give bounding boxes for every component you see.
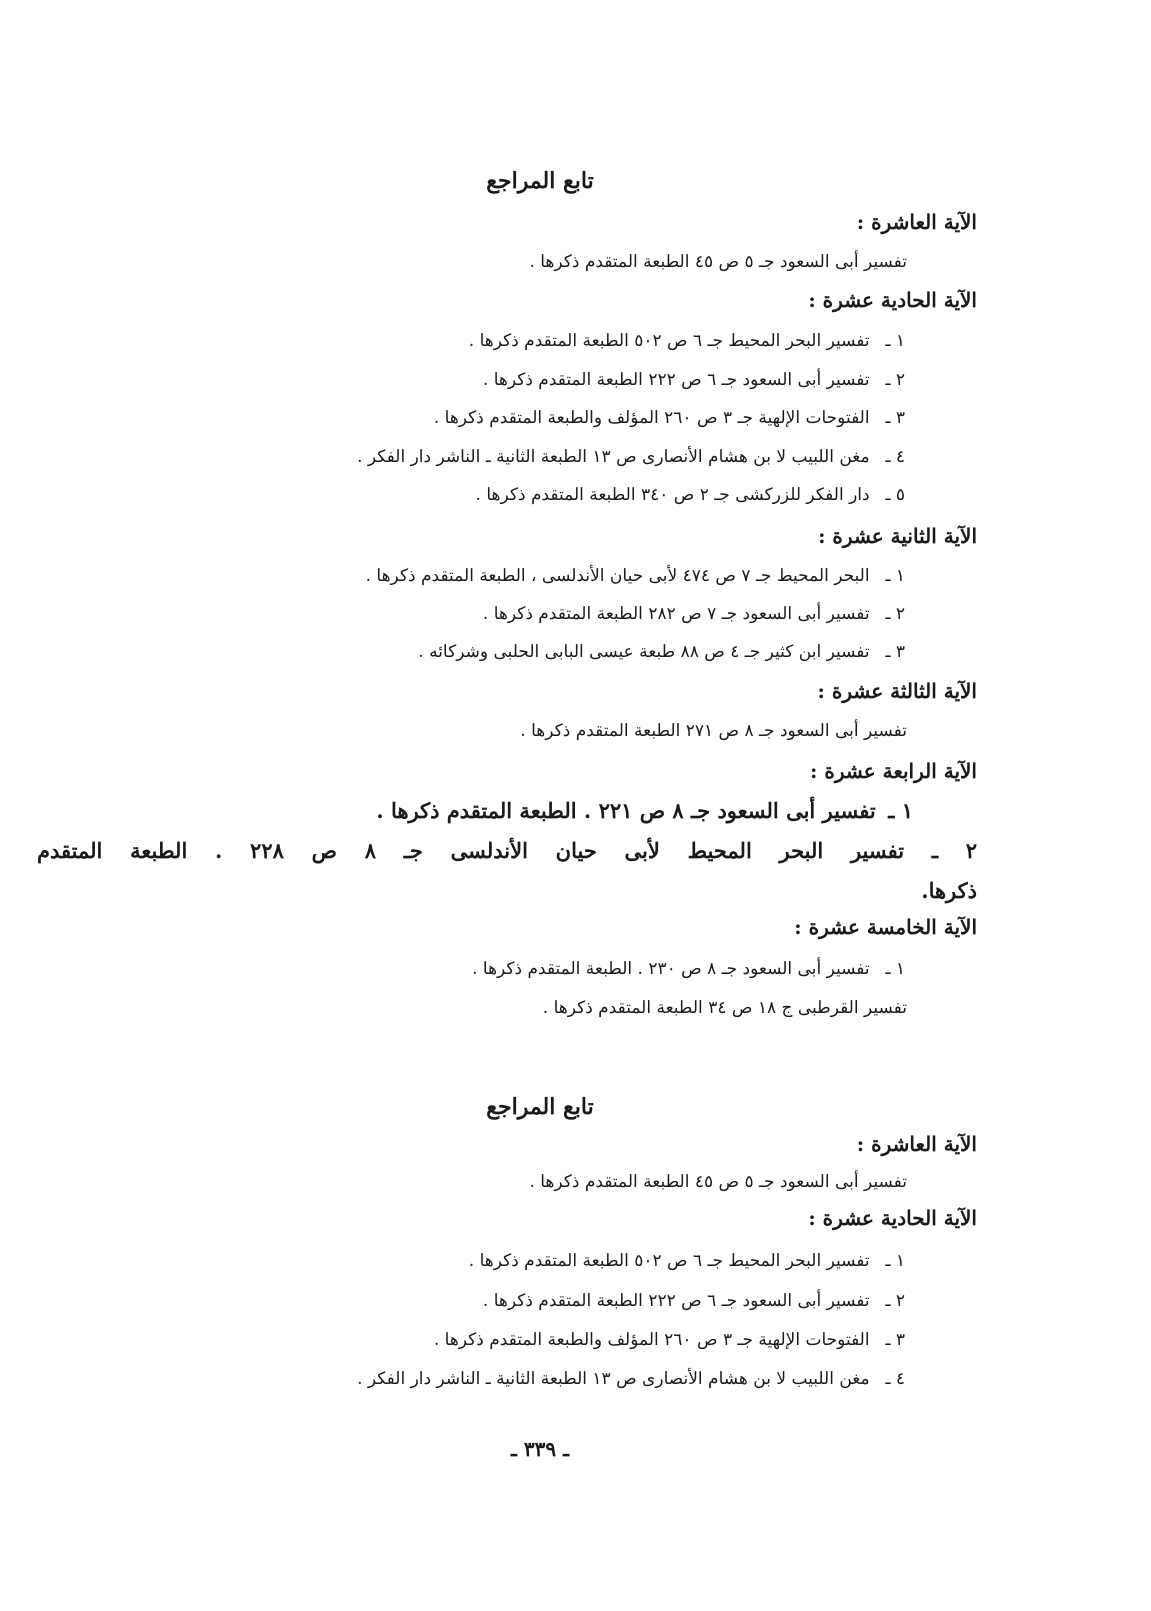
reference-item (25, 638, 905, 666)
item-number: ١ ـ (885, 331, 905, 351)
heading-verse-15: الآية الخامسة عشرة : (794, 915, 977, 939)
item-number: ٢ ـ (931, 838, 977, 863)
page-number: ـ ٣٣٩ ـ (511, 1437, 569, 1461)
reference-item (25, 366, 905, 394)
reference-item (37, 837, 977, 865)
item-text: تفسير البحر المحيط جـ ٦ ص ٥٠٢ الطبعة المتقدم ذكرها . (468, 331, 870, 351)
item-text: تفسير أبى السعود جـ ٨ ص ٢٣٠ . الطبعة المتقدم ذكرها . (472, 959, 870, 979)
item-text: تفسير البحر المحيط جـ ٦ ص ٥٠٢ الطبعة المتقدم ذكرها . (468, 1251, 870, 1271)
item-text: تفسير أبى السعود جـ ٦ ص ٢٢٢ الطبعة المتقدم ذكرها . (482, 1291, 870, 1311)
reference-line: تفسير القرطبى ج ١٨ ص ٣٤ الطبعة المتقدم ذكرها . (542, 998, 907, 1018)
item-number: ٥ ـ (885, 485, 905, 505)
heading-verse-10: الآية العاشرة : (856, 1132, 977, 1156)
reference-line: تفسير أبى السعود جـ ٥ ص ٤٥ الطبعة المتقدم ذكرها . (529, 1172, 907, 1192)
reference-item (25, 404, 905, 432)
item-number: ٣ ـ (885, 1330, 905, 1350)
heading-verse-13: الآية الثالثة عشرة : (817, 679, 977, 703)
item-number: ٤ ـ (885, 1369, 905, 1389)
reference-item (25, 562, 905, 590)
reference-item (25, 1287, 905, 1315)
item-number: ٤ ـ (885, 447, 905, 467)
heading-verse-12: الآية الثانية عشرة : (818, 524, 977, 548)
reference-item (25, 600, 905, 628)
reference-item (25, 955, 905, 983)
item-number: ٢ ـ (885, 1291, 905, 1311)
item-text: تفسير البحر المحيط لأبى حيان الأندلسى جـ ٨ ص ٢٢٨ . الطبعة المتقدم (37, 838, 905, 863)
item-number: ٢ ـ (885, 604, 905, 624)
reference-item (25, 1365, 905, 1393)
item-text: مغن اللبيب لا بن هشام الأنصارى ص ١٣ الطبعة الثانية ـ الناشر دار الفكر . (357, 1369, 870, 1389)
item-text: مغن اللبيب لا بن هشام الأنصارى ص ١٣ الطبعة الثانية ـ الناشر دار الفكر . (357, 447, 870, 467)
reference-item (25, 1326, 905, 1354)
item-number: ١ ـ (885, 1251, 905, 1271)
reference-item (25, 443, 905, 471)
item-text: تفسير أبى السعود جـ ٨ ص ٢٢١ . الطبعة المتقدم ذكرها . (376, 798, 876, 823)
item-text: تفسير أبى السعود جـ ٧ ص ٢٨٢ الطبعة المتقدم ذكرها . (482, 604, 870, 624)
reference-item (25, 327, 905, 355)
item-number: ١ ـ (885, 959, 905, 979)
item-text: تفسير ابن كثير جـ ٤ ص ٨٨ طبعة عيسى البابى الحلبى وشركائه . (418, 642, 870, 662)
heading-verse-10: الآية العاشرة : (856, 210, 977, 234)
item-number: ١ ـ (885, 566, 905, 586)
item-number: ٢ ـ (885, 370, 905, 390)
item-text: تفسير أبى السعود جـ ٦ ص ٢٢٢ الطبعة المتقدم ذكرها . (482, 370, 870, 390)
reference-item (25, 481, 905, 509)
reference-continuation: ذكرها. (921, 878, 977, 903)
section-title: تابع المراجع (486, 168, 594, 194)
reference-item (25, 1247, 905, 1275)
item-number: ٣ ـ (885, 408, 905, 428)
item-number: ١ ـ (888, 798, 913, 823)
heading-verse-14: الآية الرابعة عشرة : (810, 759, 977, 783)
item-number: ٣ ـ (885, 642, 905, 662)
section-title: تابع المراجع (486, 1094, 594, 1120)
reference-item (33, 797, 913, 825)
item-text: دار الفكر للزركشى جـ ٢ ص ٣٤٠ الطبعة المتقدم ذكرها . (475, 485, 870, 505)
reference-line: تفسير أبى السعود جـ ٥ ص ٤٥ الطبعة المتقدم ذكرها . (529, 252, 907, 272)
heading-verse-11: الآية الحادية عشرة : (808, 288, 977, 312)
item-text: الفتوحات الإلهية جـ ٣ ص ٢٦٠ المؤلف والطبعة المتقدم ذكرها . (433, 1330, 870, 1350)
reference-line: تفسير أبى السعود جـ ٨ ص ٢٧١ الطبعة المتقدم ذكرها . (520, 721, 907, 741)
heading-verse-11: الآية الحادية عشرة : (808, 1206, 977, 1230)
item-text: الفتوحات الإلهية جـ ٣ ص ٢٦٠ المؤلف والطبعة المتقدم ذكرها . (433, 408, 870, 428)
item-text: البحر المحيط جـ ٧ ص ٤٧٤ لأبى حيان الأندلسى ، الطبعة المتقدم ذكرها . (365, 566, 870, 586)
